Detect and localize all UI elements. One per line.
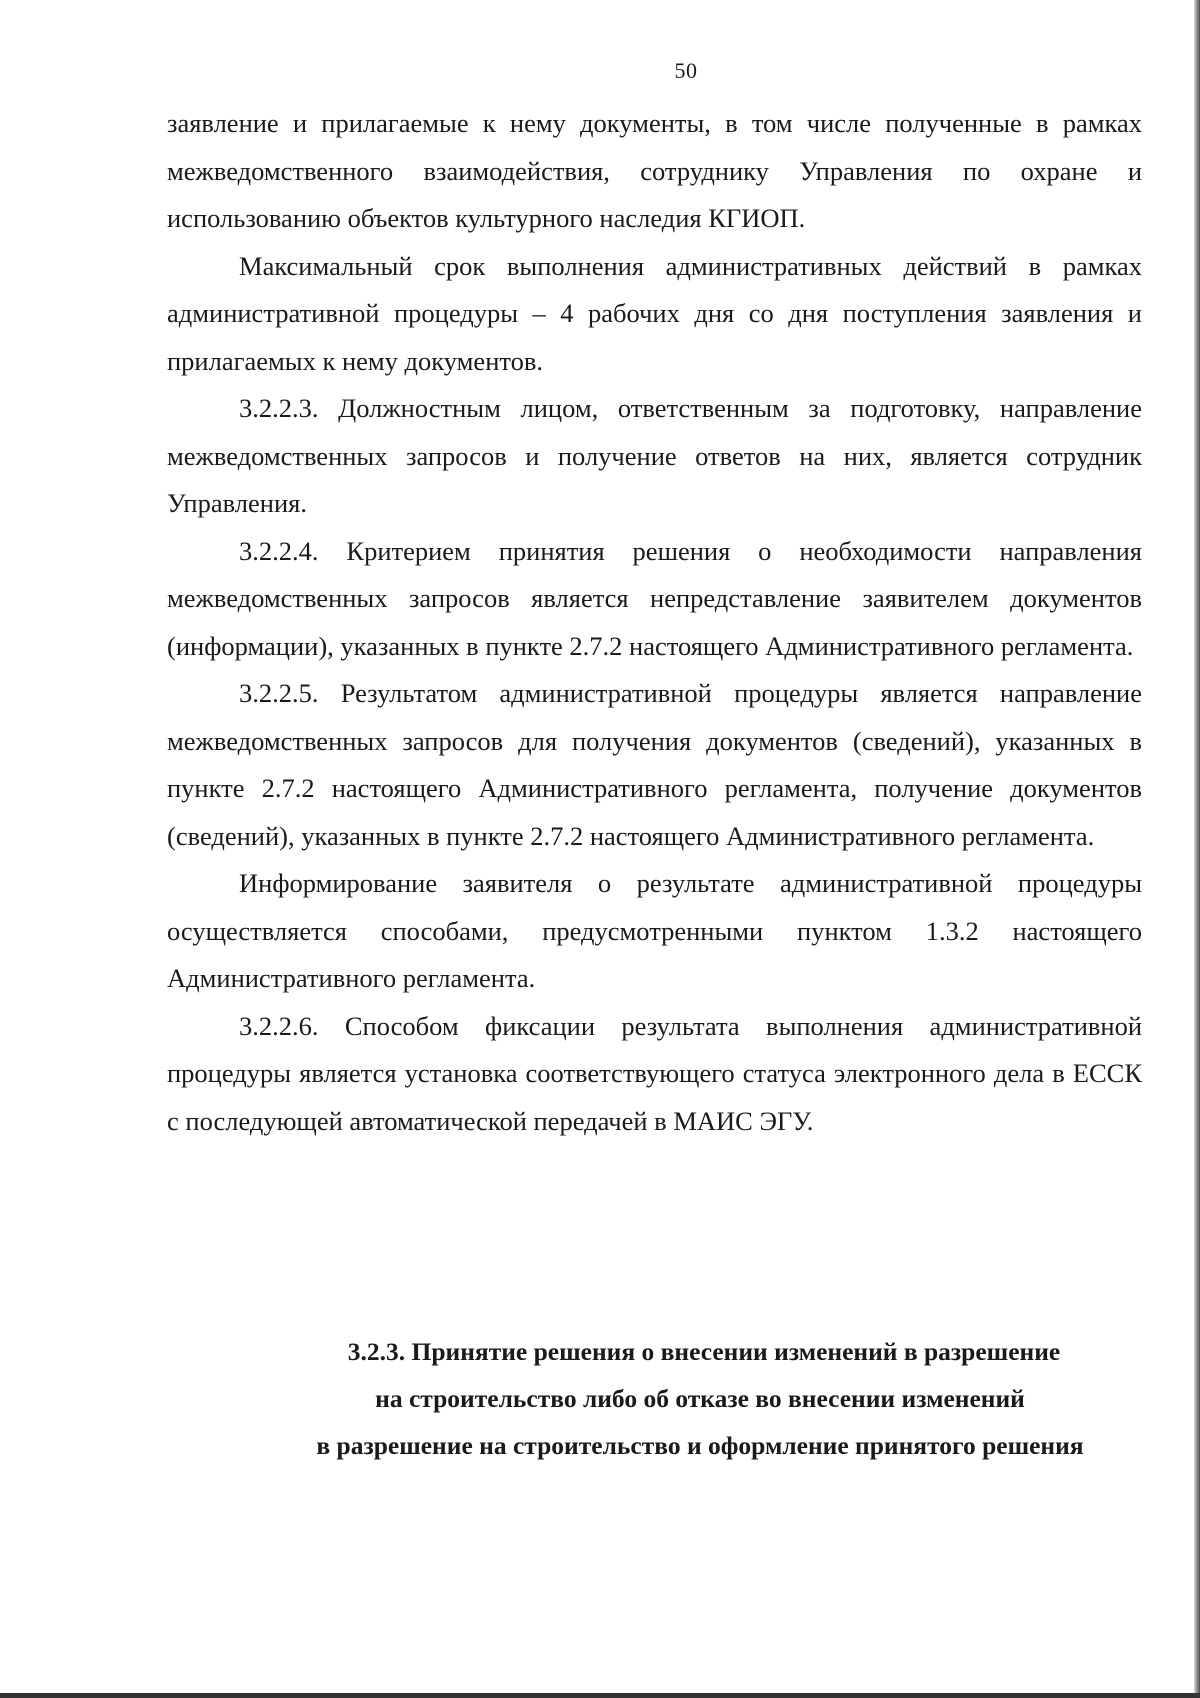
scan-edge-bottom (0, 1693, 1200, 1698)
scan-edge-right (1194, 0, 1200, 1698)
paragraph-3-2-2-6: 3.2.2.6. Способом фиксации результата выполнения административной процедуры является установка соответствующего статуса электронного дела в ЕССК с последующей автоматической передачей в МАИС ЭГУ. (167, 1010, 1142, 1136)
paragraph-continuation: заявление и прилагаемые к нему документы, в том числе полученные в рамках межведомственного взаимодействия, сотруднику Управления по охране и использованию объектов культурного наследия КГИОП. (167, 108, 1142, 233)
heading-line-2: на строительство либо об отказе во внесении изменений (375, 1384, 1025, 1413)
paragraph-max-term: Максимальный срок выполнения административных действий в рамках административной процедуры – 4 рабочих дня со дня поступления заявления и прилагаемых к нему документов. (167, 250, 1142, 376)
paragraph-informing: Информирование заявителя о результате административной процедуры осуществляется способами, предусмотренными пунктом 1.3.2 настоящего Административного регламента. (167, 868, 1142, 993)
heading-line-3: в разрешение на строительство и оформление принятого решения (316, 1431, 1084, 1460)
body-text (167, 100, 1142, 1145)
page-number: 50 (674, 58, 698, 83)
paragraph-3-2-2-3: 3.2.2.3. Должностным лицом, ответственным за подготовку, направление межведомственных запросов и получение ответов на них, является сотрудник Управления. (167, 393, 1142, 518)
section-heading-3-2-3 (230, 1328, 1170, 1469)
paragraph-3-2-2-5: 3.2.2.5. Результатом административной процедуры является направление межведомственных запросов для получения документов (сведений), указанных в пункте 2.7.2 настоящего Административного регламента, получение документов (сведений), указанных в пункте 2.7.2 настоящего Административного регламента. (167, 678, 1142, 851)
heading-line-1: 3.2.3. Принятие решения о внесении изменений в разрешение (347, 1337, 1061, 1366)
paragraph-3-2-2-4: 3.2.2.4. Критерием принятия решения о необходимости направления межведомственных запросов является непредставление заявителем документов (информации), указанных в пункте 2.7.2 настоящего Административного регламента. (167, 535, 1142, 661)
